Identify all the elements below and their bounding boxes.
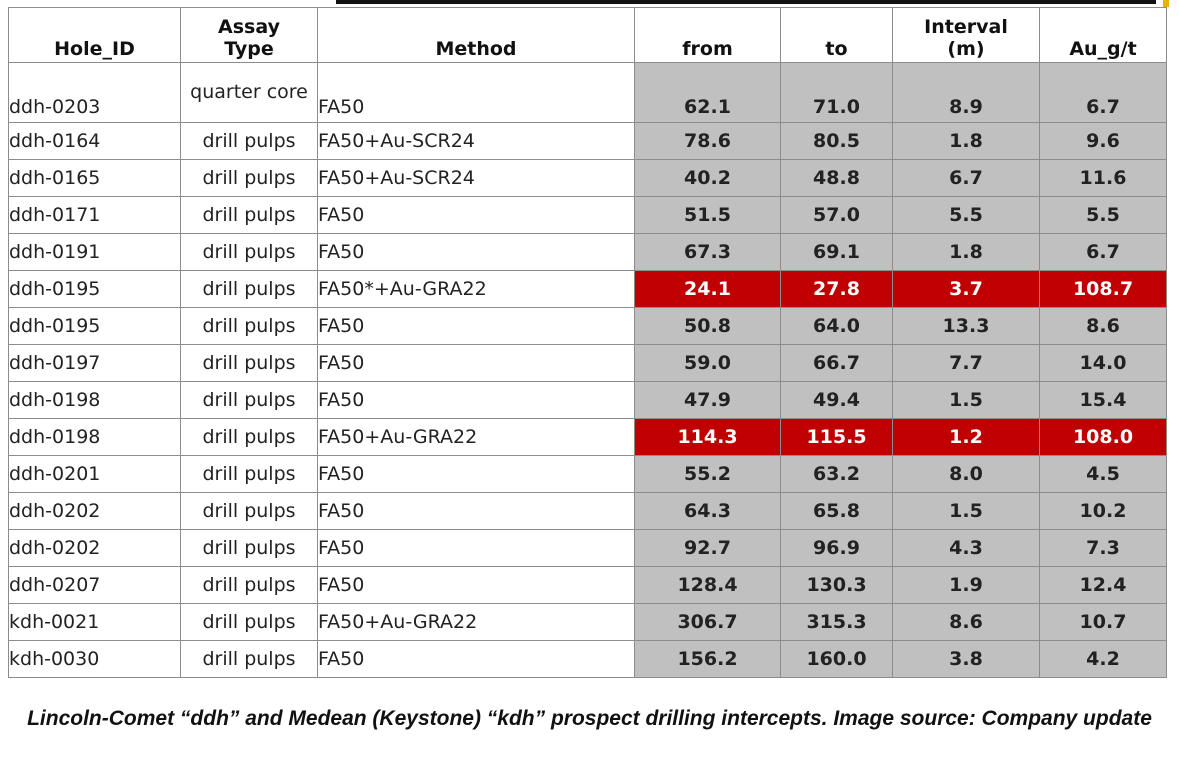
table-header-row: [9, 8, 1167, 63]
cell-from: 51.5: [635, 197, 781, 234]
cell-method: FA50: [318, 308, 635, 345]
drilling-intercepts-table: [8, 7, 1167, 678]
table-row: [9, 604, 1167, 641]
table-row: [9, 493, 1167, 530]
cell-au-grade: 7.3: [1040, 530, 1167, 567]
table-row: [9, 308, 1167, 345]
table-row: [9, 641, 1167, 678]
cell-from: 78.6: [635, 123, 781, 160]
cell-hole-id: ddh-0165: [9, 160, 181, 197]
figure-caption: Lincoln-Comet “ddh” and Medean (Keystone) “kdh” prospect drilling intercepts. Image source: Company update: [27, 707, 1152, 730]
cell-assay-type: drill pulps: [181, 234, 318, 271]
cell-from: 156.2: [635, 641, 781, 678]
cell-hole-id: kdh-0021: [9, 604, 181, 641]
header-hole-id: Hole_ID: [9, 8, 181, 63]
cell-interval: 8.6: [893, 604, 1040, 641]
header-from: from: [635, 8, 781, 63]
cell-hole-id: ddh-0202: [9, 530, 181, 567]
cell-method: FA50: [318, 63, 635, 123]
cell-interval: 13.3: [893, 308, 1040, 345]
cell-assay-type: drill pulps: [181, 604, 318, 641]
cell-au-grade: 10.2: [1040, 493, 1167, 530]
cell-method: FA50*+Au-GRA22: [318, 271, 635, 308]
cell-to: 57.0: [781, 197, 893, 234]
cell-method: FA50: [318, 382, 635, 419]
cell-to: 63.2: [781, 456, 893, 493]
cell-method: FA50: [318, 197, 635, 234]
cell-to: 130.3: [781, 567, 893, 604]
cell-to: 64.0: [781, 308, 893, 345]
cell-au-grade: 6.7: [1040, 234, 1167, 271]
table-row: [9, 63, 1167, 123]
cell-from: 24.1: [635, 271, 781, 308]
cell-method: FA50+Au-GRA22: [318, 604, 635, 641]
cell-hole-id: ddh-0197: [9, 345, 181, 382]
cell-to: 66.7: [781, 345, 893, 382]
cell-interval: 6.7: [893, 160, 1040, 197]
cell-interval: 1.5: [893, 382, 1040, 419]
cell-to: 96.9: [781, 530, 893, 567]
cell-from: 47.9: [635, 382, 781, 419]
cell-interval: 8.0: [893, 456, 1040, 493]
cell-method: FA50+Au-SCR24: [318, 160, 635, 197]
cell-to: 48.8: [781, 160, 893, 197]
cell-au-grade: 108.0: [1040, 419, 1167, 456]
table-row: [9, 345, 1167, 382]
cropped-title-strip: [336, 0, 1156, 4]
cell-hole-id: ddh-0164: [9, 123, 181, 160]
cell-assay-type: drill pulps: [181, 160, 318, 197]
cell-to: 71.0: [781, 63, 893, 123]
cell-au-grade: 11.6: [1040, 160, 1167, 197]
cell-hole-id: ddh-0171: [9, 197, 181, 234]
cell-interval: 3.8: [893, 641, 1040, 678]
cell-interval: 3.7: [893, 271, 1040, 308]
cell-to: 69.1: [781, 234, 893, 271]
cell-method: FA50: [318, 234, 635, 271]
cell-interval: 4.3: [893, 530, 1040, 567]
cell-hole-id: ddh-0195: [9, 308, 181, 345]
cell-method: FA50: [318, 493, 635, 530]
table-row: [9, 419, 1167, 456]
table-row: [9, 567, 1167, 604]
cell-hole-id: ddh-0202: [9, 493, 181, 530]
cell-method: FA50: [318, 530, 635, 567]
table-row: [9, 456, 1167, 493]
cell-method: FA50: [318, 567, 635, 604]
cell-au-grade: 4.5: [1040, 456, 1167, 493]
cell-assay-type: drill pulps: [181, 493, 318, 530]
cell-au-grade: 15.4: [1040, 382, 1167, 419]
cell-hole-id: kdh-0030: [9, 641, 181, 678]
cell-interval: 8.9: [893, 63, 1040, 123]
table-row: [9, 160, 1167, 197]
cell-au-grade: 4.2: [1040, 641, 1167, 678]
cell-assay-type: drill pulps: [181, 271, 318, 308]
cell-au-grade: 14.0: [1040, 345, 1167, 382]
cell-assay-type: drill pulps: [181, 530, 318, 567]
cell-hole-id: ddh-0195: [9, 271, 181, 308]
cell-to: 315.3: [781, 604, 893, 641]
cell-assay-type: quarter core: [181, 63, 318, 123]
cell-from: 40.2: [635, 160, 781, 197]
cell-assay-type: drill pulps: [181, 456, 318, 493]
cell-hole-id: ddh-0191: [9, 234, 181, 271]
cell-assay-type: drill pulps: [181, 345, 318, 382]
cell-au-grade: 6.7: [1040, 63, 1167, 123]
cell-hole-id: ddh-0201: [9, 456, 181, 493]
cell-assay-type: drill pulps: [181, 641, 318, 678]
cell-method: FA50: [318, 641, 635, 678]
cell-hole-id: ddh-0198: [9, 382, 181, 419]
cell-hole-id: ddh-0207: [9, 567, 181, 604]
cell-interval: 1.5: [893, 493, 1040, 530]
cell-assay-type: drill pulps: [181, 567, 318, 604]
cell-au-grade: 8.6: [1040, 308, 1167, 345]
cell-from: 50.8: [635, 308, 781, 345]
cell-au-grade: 12.4: [1040, 567, 1167, 604]
table-row: [9, 123, 1167, 160]
cell-hole-id: ddh-0198: [9, 419, 181, 456]
cell-assay-type: drill pulps: [181, 123, 318, 160]
cell-from: 92.7: [635, 530, 781, 567]
cell-interval: 1.8: [893, 123, 1040, 160]
cell-au-grade: 10.7: [1040, 604, 1167, 641]
cell-from: 306.7: [635, 604, 781, 641]
cell-hole-id: ddh-0203: [9, 63, 181, 123]
table-row: [9, 197, 1167, 234]
cell-assay-type: drill pulps: [181, 197, 318, 234]
header-assay-type: Assay Type: [181, 8, 318, 63]
cell-interval: 1.2: [893, 419, 1040, 456]
cell-method: FA50+Au-GRA22: [318, 419, 635, 456]
cell-from: 128.4: [635, 567, 781, 604]
table-row: [9, 382, 1167, 419]
header-to: to: [781, 8, 893, 63]
header-au-grade: Au_g/t: [1040, 8, 1167, 63]
cell-interval: 7.7: [893, 345, 1040, 382]
table-row: [9, 271, 1167, 308]
cell-from: 55.2: [635, 456, 781, 493]
cell-from: 67.3: [635, 234, 781, 271]
cell-from: 114.3: [635, 419, 781, 456]
header-method: Method: [318, 8, 635, 63]
table-body: [9, 63, 1167, 678]
cell-assay-type: drill pulps: [181, 419, 318, 456]
cell-au-grade: 108.7: [1040, 271, 1167, 308]
cell-from: 62.1: [635, 63, 781, 123]
cell-method: FA50: [318, 345, 635, 382]
cell-method: FA50: [318, 456, 635, 493]
cell-interval: 1.8: [893, 234, 1040, 271]
cell-method: FA50+Au-SCR24: [318, 123, 635, 160]
cropped-title-mark: [1163, 0, 1169, 7]
table-row: [9, 234, 1167, 271]
cell-to: 160.0: [781, 641, 893, 678]
cell-au-grade: 5.5: [1040, 197, 1167, 234]
cell-au-grade: 9.6: [1040, 123, 1167, 160]
cell-to: 115.5: [781, 419, 893, 456]
cell-from: 59.0: [635, 345, 781, 382]
cell-interval: 1.9: [893, 567, 1040, 604]
cell-interval: 5.5: [893, 197, 1040, 234]
cell-to: 49.4: [781, 382, 893, 419]
header-interval: Interval (m): [893, 8, 1040, 63]
table-row: [9, 530, 1167, 567]
cell-to: 27.8: [781, 271, 893, 308]
cell-to: 65.8: [781, 493, 893, 530]
cell-to: 80.5: [781, 123, 893, 160]
cell-assay-type: drill pulps: [181, 308, 318, 345]
cell-from: 64.3: [635, 493, 781, 530]
cell-assay-type: drill pulps: [181, 382, 318, 419]
